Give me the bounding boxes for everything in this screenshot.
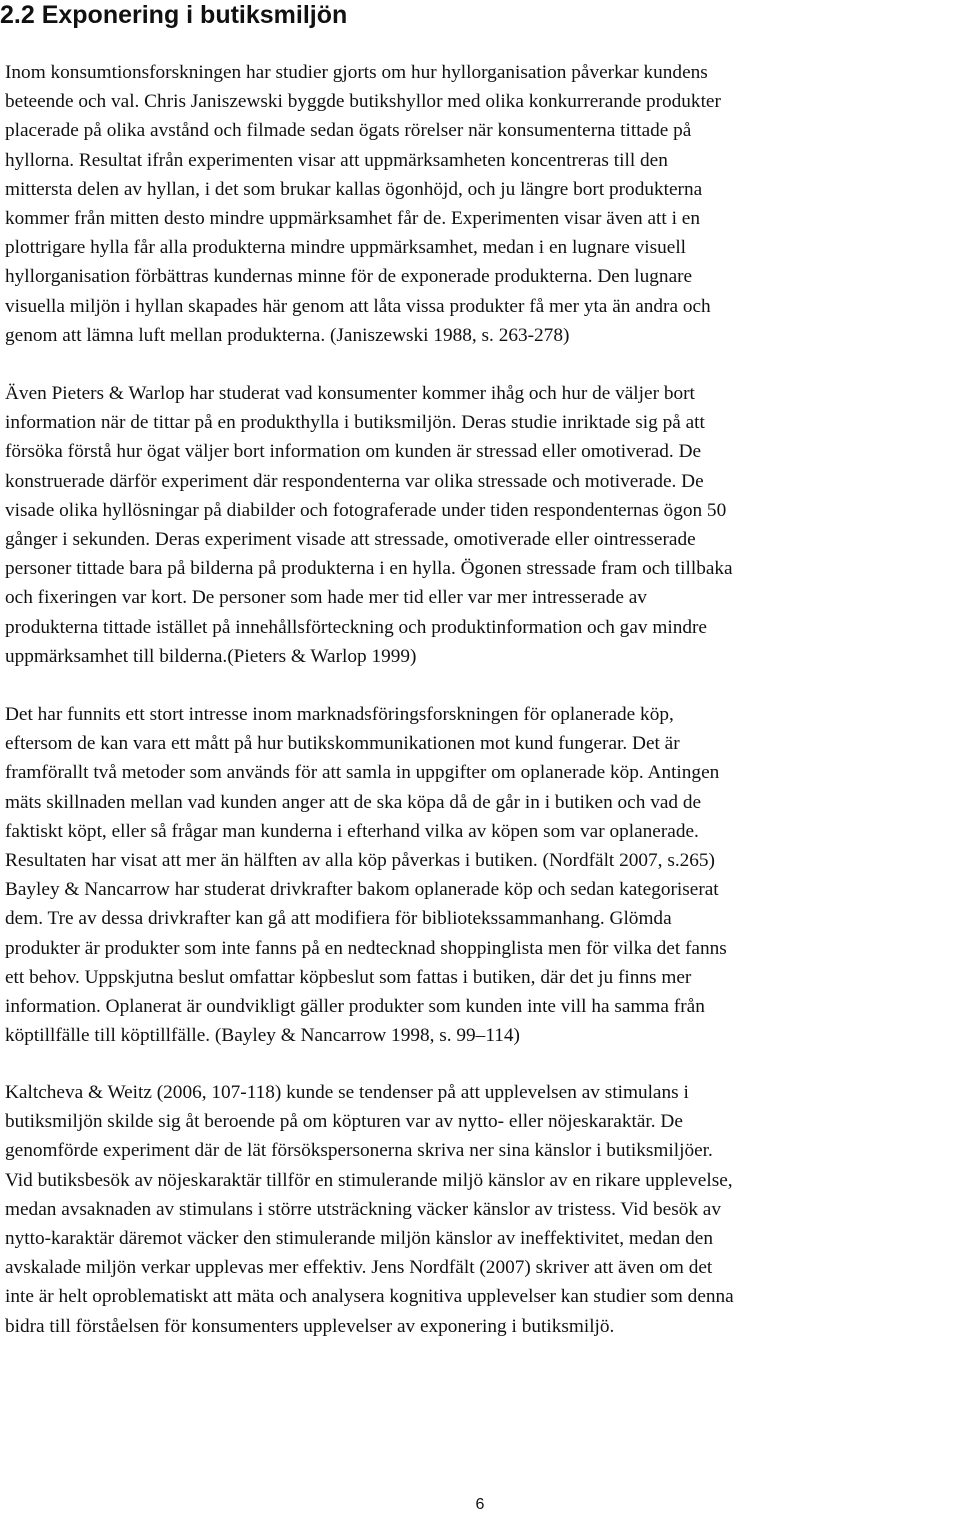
text-line: köptillfälle till köptillfälle. (Bayley & Nancarrow 1998, s. 99–114) [5,1025,520,1047]
text-line: Inom konsumtionsforskningen har studier gjorts om hur hyllorganisation påverkar kundens [5,62,708,83]
text-line: dem. Tre av dessa drivkrafter kan gå att modifiera för bibliotekssammanhang. Glömda [5,908,672,930]
text-line: butiksmiljön skilde sig åt beroende på om köpturen var av nytto- eller nöjeskaraktär. De [5,1111,683,1133]
text-line: personer tittade bara på bilderna på produkterna i en hylla. Ögonen stressade fram och tillbaka [5,558,733,580]
text-line: kommer från mitten desto mindre uppmärksamhet får de. Experimenten visar även att i en [5,208,700,230]
text-line: hyllorna. Resultat ifrån experimenten visar att uppmärksamheten koncentreras till den [5,149,668,171]
text-line: placerade på olika avstånd och filmade sedan ögats rörelser när konsumenterna tittade på [5,120,692,142]
text-line: mittersta delen av hyllan, i det som brukar kallas ögonhöjd, och ju längre bort produkterna [5,178,703,200]
text-line: medan avsaknaden av stimulans i större utsträckning väcker känslor av tristess. Vid besök av [5,1198,721,1220]
text-line: visade olika hyllösningar på diabilder och fotograferade under tiden respondenternas ögon 50 [5,499,727,521]
text-line: inte är helt oproblematiskt att mäta och analysera kognitiva upplevelser kan studier som denna [5,1286,734,1308]
text-line: ett behov. Uppskjutna beslut omfattar köpbeslut som fattas i butiken, där det ju finns mer [5,966,692,988]
text-line: mäts skillnaden mellan vad kunden anger att de ska köpa då de går in i butiken och vad de [5,791,702,813]
text-line: beteende och val. Chris Janiszewski byggde butikshyllor med olika konkurrerande produkter [5,91,721,113]
text-line: genom att lämna luft mellan produkterna. (Janiszewski 1988, s. 263-278) [5,324,570,346]
text-line: information när de tittar på en produkthylla i butiksmiljön. Deras studie inriktade sig på att [5,412,705,434]
text-line: eftersom de kan vara ett mått på hur butikskommunikationen mot kund fungerar. Det är [5,733,680,755]
text-line: faktiskt köpt, eller så frågar man kunderna i efterhand vilka av köpen som var oplanerade. [5,820,699,842]
text-line: genomförde experiment där de lät försökspersonerna skriva ner sina känslor i butiksmiljöer. [5,1140,713,1162]
text-line: konstruerade därför experiment där respondenterna var olika stressade och motiverade. De [5,470,704,492]
text-line: avskalade miljön verkar upplevas mer effektiv. Jens Nordfält (2007) skriver att även om det [5,1257,713,1279]
text-line: information. Oplanerat är oundvikligt gäller produkter som kunden inte vill ha samma från [5,996,705,1018]
text-line: produkterna tittade istället på innehållsförteckning och produktinformation och gav mindre [5,616,707,638]
paragraph-4 [5,1078,960,1341]
section-heading: 2.2 Exponering i butiksmiljön [0,1,348,29]
text-line: Resultaten har visat att mer än hälften av alla köp påverkas i butiken. (Nordfält 2007, s.265) [5,850,715,872]
text-line: gånger i sekunden. Deras experiment visade att stressade, omotiverade eller ointresserade [5,529,696,551]
paragraph-1 [5,58,960,350]
text-line: försöka förstå hur ögat väljer bort information om kunden är stressad eller omotiverad. De [5,441,702,463]
text-line: visuella miljön i hyllan skapades här genom att låta vissa produkter få mer yta än andra och [5,295,711,317]
text-line: Vid butiksbesök av nöjeskaraktär tillför en stimulerande miljö känslor av en rikare upplevelse, [5,1169,733,1191]
text-line: nytto-karaktär däremot väcker den stimulerande miljön känslor av ineffektivitet, medan den [5,1228,713,1250]
paragraph-2 [5,379,960,671]
text-line: produkter är produkter som inte fanns på en nedtecknad shoppinglista men för vilka det fanns [5,937,727,959]
text-line: Bayley & Nancarrow har studerat drivkrafter bakom oplanerade köp och sedan kategoriserat [5,879,719,901]
text-line: uppmärksamhet till bilderna.(Pieters & Warlop 1999) [5,645,417,667]
text-line: Det har funnits ett stort intresse inom marknadsföringsforskningen för oplanerade köp, [5,704,674,725]
text-line: och fixeringen var kort. De personer som hade mer tid eller var mer intresserade av [5,587,647,609]
text-line: hyllorganisation förbättras kundernas minne för de exponerade produkterna. Den lugnare [5,266,693,288]
text-line: bidra till förståelsen för konsumenters upplevelser av exponering i butiksmiljö. [5,1315,615,1337]
page-number: 6 [475,1496,485,1513]
paragraph-3 [5,700,960,1050]
text-line: Kaltcheva & Weitz (2006, 107-118) kunde se tendenser på att upplevelsen av stimulans i [5,1082,689,1103]
text-line: Även Pieters & Warlop har studerat vad konsumenter kommer ihåg och hur de väljer bort [5,383,695,404]
text-line: plottrigare hylla får alla produkterna mindre uppmärksamhet, medan i en lugnare visuell [5,237,687,259]
text-line: framförallt två metoder som används för att samla in uppgifter om oplanerade köp. Antingen [5,762,720,784]
